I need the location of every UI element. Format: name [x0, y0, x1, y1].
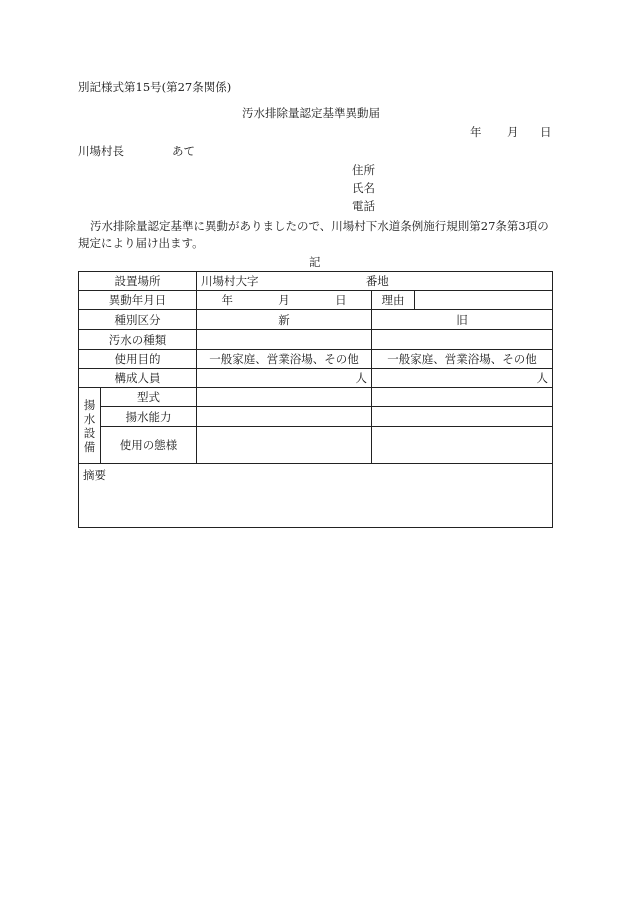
sewage-type-new-field[interactable]: [197, 330, 372, 350]
pump-char-1: 揚: [83, 397, 96, 412]
row-change-date: [79, 291, 553, 310]
record-mark: 記: [309, 255, 321, 269]
category-old-header: 旧: [372, 310, 553, 330]
date-day-label: 日: [540, 125, 552, 139]
pump-model-label: 型式: [101, 388, 197, 407]
location-prefix: 川場村大字: [201, 274, 259, 288]
pump-char-2: 水: [83, 411, 96, 426]
applicant-address-label: 住所: [352, 163, 375, 177]
remarks-field[interactable]: [79, 464, 553, 528]
row-pump-model: [79, 388, 553, 407]
change-date-label: 異動年月日: [79, 291, 197, 310]
pump-usage-label: 使用の態様: [101, 427, 197, 464]
addressee: 川場村長: [78, 144, 124, 158]
row-remarks: [79, 464, 553, 528]
location-label: 設置場所: [79, 272, 197, 291]
purpose-label: 使用目的: [79, 350, 197, 369]
location-field[interactable]: [197, 272, 553, 291]
change-date-day: 日: [335, 293, 347, 307]
category-label: 種別区分: [79, 310, 197, 330]
pump-capacity-label: 揚水能力: [101, 407, 197, 427]
location-suffix: 番地: [365, 274, 389, 288]
pump-model-new-field[interactable]: [197, 388, 372, 407]
pump-equipment-group-label: [79, 388, 101, 464]
category-new-header: 新: [197, 310, 372, 330]
row-pump-capacity: [79, 407, 553, 427]
change-date-field[interactable]: [197, 291, 372, 310]
body-text-line-2: 規定により届け出ます。: [78, 236, 204, 250]
members-label: 構成人員: [79, 369, 197, 388]
purpose-old-options[interactable]: 一般家庭、営業浴場、その他: [372, 350, 553, 369]
purpose-new-options[interactable]: 一般家庭、営業浴場、その他: [197, 350, 372, 369]
applicant-name-label: 氏名: [352, 181, 375, 195]
row-members: [79, 369, 553, 388]
sewage-type-old-field[interactable]: [372, 330, 553, 350]
members-old-unit: 人: [536, 371, 549, 385]
addressee-suffix: あて: [172, 144, 195, 158]
pump-usage-new-field[interactable]: [197, 427, 372, 464]
row-pump-usage: [79, 427, 553, 464]
row-purpose: [79, 350, 553, 369]
date-month-label: 月: [507, 125, 519, 139]
change-date-year: 年: [221, 293, 233, 307]
document-title: 汚水排除量認定基準異動届: [242, 106, 380, 120]
applicant-phone-label: 電話: [352, 199, 375, 213]
reason-field[interactable]: [415, 291, 553, 310]
date-year-label: 年: [470, 125, 482, 139]
pump-model-old-field[interactable]: [372, 388, 553, 407]
row-category: [79, 310, 553, 330]
pump-capacity-old-field[interactable]: [372, 407, 553, 427]
form-number: 別記様式第15号(第27条関係): [78, 80, 232, 94]
sewage-type-label: 汚水の種類: [79, 330, 197, 350]
form-table: [78, 271, 553, 528]
change-date-month: 月: [278, 293, 290, 307]
pump-usage-old-field[interactable]: [372, 427, 553, 464]
remarks-label: 摘要: [83, 468, 106, 482]
reason-label: 理由: [372, 291, 415, 310]
members-new-field[interactable]: [197, 369, 372, 388]
row-sewage-type: [79, 330, 553, 350]
row-location: [79, 272, 553, 291]
members-old-field[interactable]: [372, 369, 553, 388]
body-text-line-1: 汚水排除量認定基準に異動がありましたので、川場村下水道条例施行規則第27条第3項の: [90, 219, 549, 233]
pump-char-3: 設: [83, 425, 96, 440]
members-new-unit: 人: [355, 371, 367, 385]
pump-capacity-new-field[interactable]: [197, 407, 372, 427]
pump-char-4: 備: [83, 439, 96, 454]
